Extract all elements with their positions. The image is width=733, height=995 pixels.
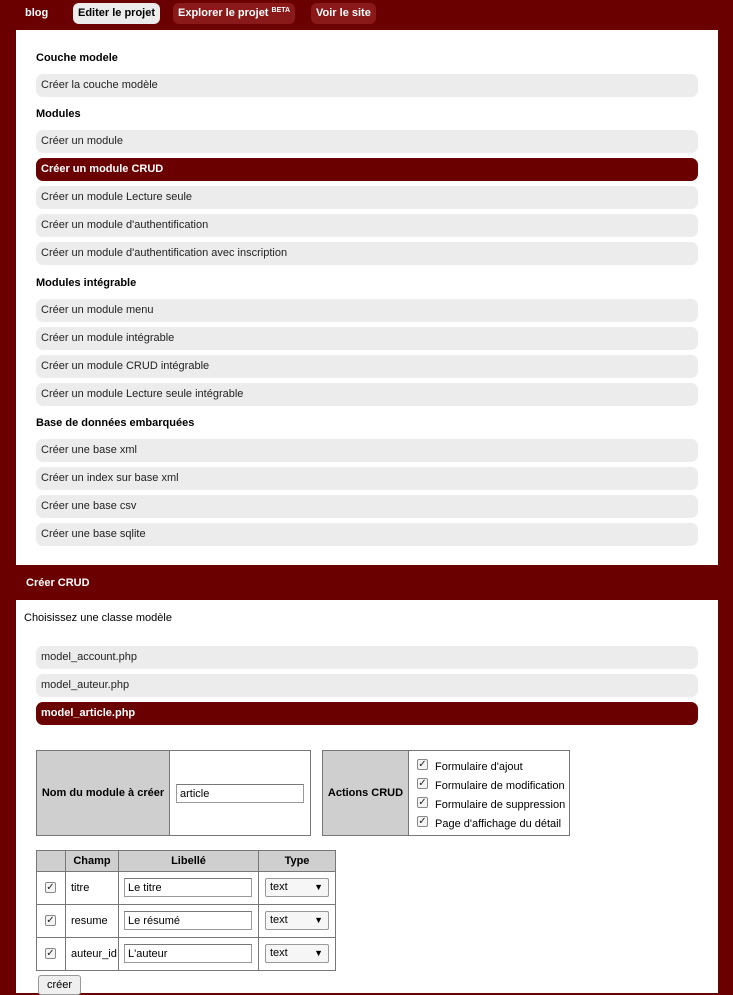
create-button[interactable]: créer [38,975,81,995]
field-type-cell [259,938,336,971]
action-label: Formulaire de suppression [435,799,566,811]
beta-badge: BETA [271,7,291,14]
section-title: Base de données embarquées [36,417,195,429]
type-select[interactable] [265,878,329,897]
nav-explorer-projet[interactable] [173,3,295,24]
field-name: auteur_id [66,938,119,971]
crud-actions-label: Actions CRUD [323,751,409,835]
menu-item[interactable]: Créer un module Lecture seule [36,186,698,209]
field-label-input[interactable] [124,878,252,897]
checkbox-checked-icon[interactable]: ✓ [46,948,55,959]
type-select-value: text [270,881,288,893]
menu-item[interactable]: Créer une base sqlite [36,523,698,546]
action-label: Formulaire d'ajout [435,761,523,773]
model-item-active[interactable]: model_article.php [36,702,698,725]
menu-item[interactable]: Créer un module [36,130,698,153]
menu-item[interactable]: Créer un module intégrable [36,327,698,350]
header-select [37,851,66,872]
header-type: Type [259,851,336,872]
table-row [37,905,336,938]
nav-explorer-label: Explorer le projet [178,7,269,19]
checkbox-checked-icon[interactable]: ✓ [46,915,55,926]
checkbox-checked-icon[interactable]: ✓ [418,759,427,770]
header-libelle: Libellé [119,851,259,872]
menu-item[interactable]: Créer la couche modèle [36,74,698,97]
checkbox-checked-icon[interactable]: ✓ [418,797,427,808]
table-row [37,938,336,971]
type-select-value: text [270,914,288,926]
top-navigation [0,0,733,28]
field-type-cell [259,905,336,938]
menu-item[interactable]: Créer un module d'authentification avec inscription [36,242,698,265]
field-label-cell [119,905,259,938]
menu-item[interactable]: Créer une base csv [36,495,698,518]
field-label-cell [119,872,259,905]
fields-table [36,850,336,971]
field-label-input[interactable] [124,911,252,930]
menu-item[interactable]: Créer un index sur base xml [36,467,698,490]
module-name-label: Nom du module à créer [37,751,170,835]
checkbox-checked-icon[interactable]: ✓ [418,816,427,827]
type-select-value: text [270,947,288,959]
module-name-input[interactable] [176,784,304,803]
checkbox-checked-icon[interactable]: ✓ [418,778,427,789]
row-select-cell [37,872,66,905]
crud-intro-text: Choisissez une classe modèle [24,612,172,624]
menu-item[interactable]: Créer un module CRUD intégrable [36,355,698,378]
field-type-cell [259,872,336,905]
model-item[interactable]: model_auteur.php [36,674,698,697]
menu-item[interactable]: Créer une base xml [36,439,698,462]
header-champ: Champ [66,851,119,872]
section-title: Modules [36,108,81,120]
dropdown-arrow-icon: ▼ [314,948,323,958]
crud-section-header: Créer CRUD [16,566,718,600]
action-label: Page d'affichage du détail [435,818,562,830]
crud-actions-box [322,750,570,836]
row-select-cell [37,905,66,938]
dropdown-arrow-icon: ▼ [314,882,323,892]
checkbox-checked-icon[interactable]: ✓ [46,882,55,893]
field-name: resume [66,905,119,938]
crud-panel [16,600,718,993]
field-name: titre [66,872,119,905]
nav-blog[interactable]: blog [25,7,49,19]
menu-item[interactable]: Créer un module d'authentification [36,214,698,237]
dropdown-arrow-icon: ▼ [314,915,323,925]
section-title: Couche modele [36,52,118,64]
field-label-cell [119,938,259,971]
row-select-cell [37,938,66,971]
type-select[interactable] [265,944,329,963]
generator-menu [16,30,718,565]
menu-item[interactable]: Créer un module menu [36,299,698,322]
menu-item[interactable]: Créer un module Lecture seule intégrable [36,383,698,406]
type-select[interactable] [265,911,329,930]
nav-editer-projet[interactable]: Editer le projet [73,3,160,24]
model-item[interactable]: model_account.php [36,646,698,669]
nav-voir-site[interactable]: Voir le site [311,3,376,24]
field-label-input[interactable] [124,944,252,963]
module-name-box [36,750,311,836]
table-row [37,872,336,905]
section-title: Modules intégrable [36,277,137,289]
action-label: Formulaire de modification [435,780,565,792]
menu-item-active[interactable]: Créer un module CRUD [36,158,698,181]
